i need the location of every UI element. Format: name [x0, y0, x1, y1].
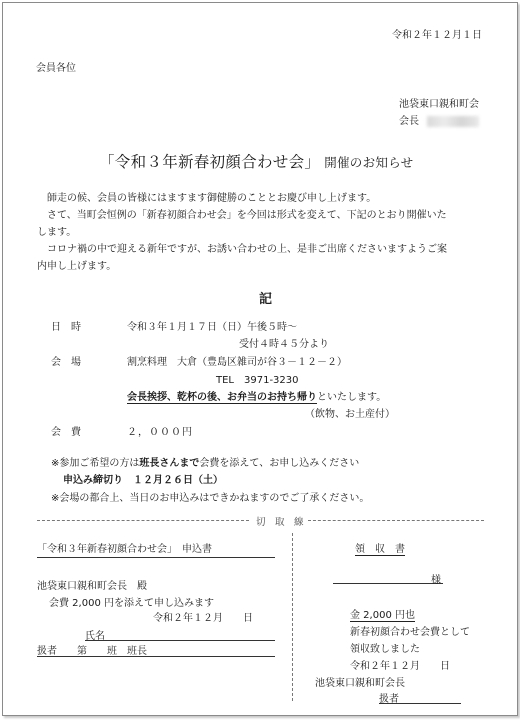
application-title-rule — [37, 557, 275, 558]
application-title: 「令和３年新春初顔合わせ会」 申込書 — [37, 544, 212, 555]
fee-label: 会 費 — [51, 427, 81, 438]
venue-value: 割烹料理 大倉（豊島区雑司が谷３－１２－２） — [127, 357, 347, 368]
receipt-amount-text: 金 2,000 円也 — [350, 610, 415, 621]
paragraph-2a: さて、当町会恒例の「新春初顔合わせ会」を今回は形式を変えて、下記のとおり開催いた — [47, 210, 447, 221]
receipt-line1: 新春初顔合わせ会費として — [350, 627, 470, 638]
fee-value: ２，０００円 — [127, 427, 193, 438]
note-2: ※会場の都合上、当日のお申込みはできかねますのでご了承ください。 — [51, 493, 370, 504]
note-1-emphasis: 班長さんまで — [139, 458, 200, 469]
datetime-value: 令和３年１月１７日（日）午後５時～ — [127, 322, 297, 333]
title-sub: 開催のお知らせ — [324, 155, 414, 170]
paragraph-3a: コロナ禍の中で迎える新年ですが、お誘い合わせの上、是非ご出席くださいますようご案 — [47, 244, 447, 255]
receipt-org: 池袋東口親和町会長 — [315, 678, 405, 689]
document-page — [2, 2, 518, 716]
sender-title-label: 会長 — [399, 116, 419, 127]
cut-line-right — [308, 520, 484, 521]
application-name-label: 氏名 — [85, 631, 105, 642]
title-main: 「令和３年新春初顔合わせ会」 — [99, 153, 321, 171]
deadline: 申込み締切り １２月２６日（土） — [63, 475, 223, 486]
receipt-amount — [350, 606, 415, 621]
body-paragraphs — [37, 190, 447, 275]
venue-label: 会 場 — [51, 357, 81, 368]
program — [127, 388, 386, 403]
receipt-name-line — [333, 583, 443, 584]
sender-title — [399, 112, 479, 127]
paragraph-3b: 内申し上げます。 — [37, 261, 117, 272]
notice-title — [99, 150, 413, 172]
receipt-sama: 様 — [431, 575, 441, 586]
receipt-line2: 領収致しました — [350, 644, 420, 655]
paragraph-1: 師走の候、会員の皆様にはますます御健勝のこととお慶び申し上げます。 — [47, 193, 377, 204]
issue-date: 令和２年１２月１日 — [392, 30, 482, 41]
application-date: 令和２年１２月 日 — [153, 613, 253, 624]
cut-line-vertical — [292, 533, 293, 701]
receipt-handler-line — [379, 703, 461, 704]
sender-org: 池袋東口親和町会 — [399, 99, 479, 110]
redacted-name — [427, 116, 479, 127]
program-rest: といたします。 — [317, 392, 387, 403]
application-addressee: 池袋東口親和町会長 殿 — [37, 581, 147, 592]
recipient: 会員各位 — [36, 63, 76, 74]
venue-tel: TEL 3971-3230 — [216, 375, 299, 386]
program-emphasis: 会長挨拶、乾杯の後、お弁当のお持ち帰り — [127, 392, 317, 403]
ki-heading: 記 — [259, 292, 273, 307]
note-1-post: 会費を添えて、お申し込みください — [199, 458, 360, 469]
application-handler: 扱者 第 班 班長 — [37, 646, 147, 657]
receipt-date: 令和２年１２月 日 — [350, 661, 450, 672]
handler-underline — [37, 656, 275, 657]
note-1 — [51, 454, 359, 469]
name-underline — [85, 640, 275, 641]
receipt-title-text: 領 収 書 — [355, 544, 405, 555]
program-note: （飲物、お土産付） — [305, 409, 395, 420]
note-1-pre: ※参加ご希望の方は — [51, 458, 140, 469]
cut-line-label: 切 取 線 — [256, 517, 304, 528]
receipt-handler: 扱者 — [379, 694, 399, 705]
cut-line-left — [37, 520, 249, 521]
datetime-label: 日 時 — [51, 322, 81, 333]
receipt-title — [355, 540, 405, 555]
application-line1: 会費 2,000 円を添えて申し込みます — [49, 598, 214, 609]
reception-time: 受付４時４５分より — [239, 339, 329, 350]
paragraph-2b: します。 — [37, 227, 77, 238]
